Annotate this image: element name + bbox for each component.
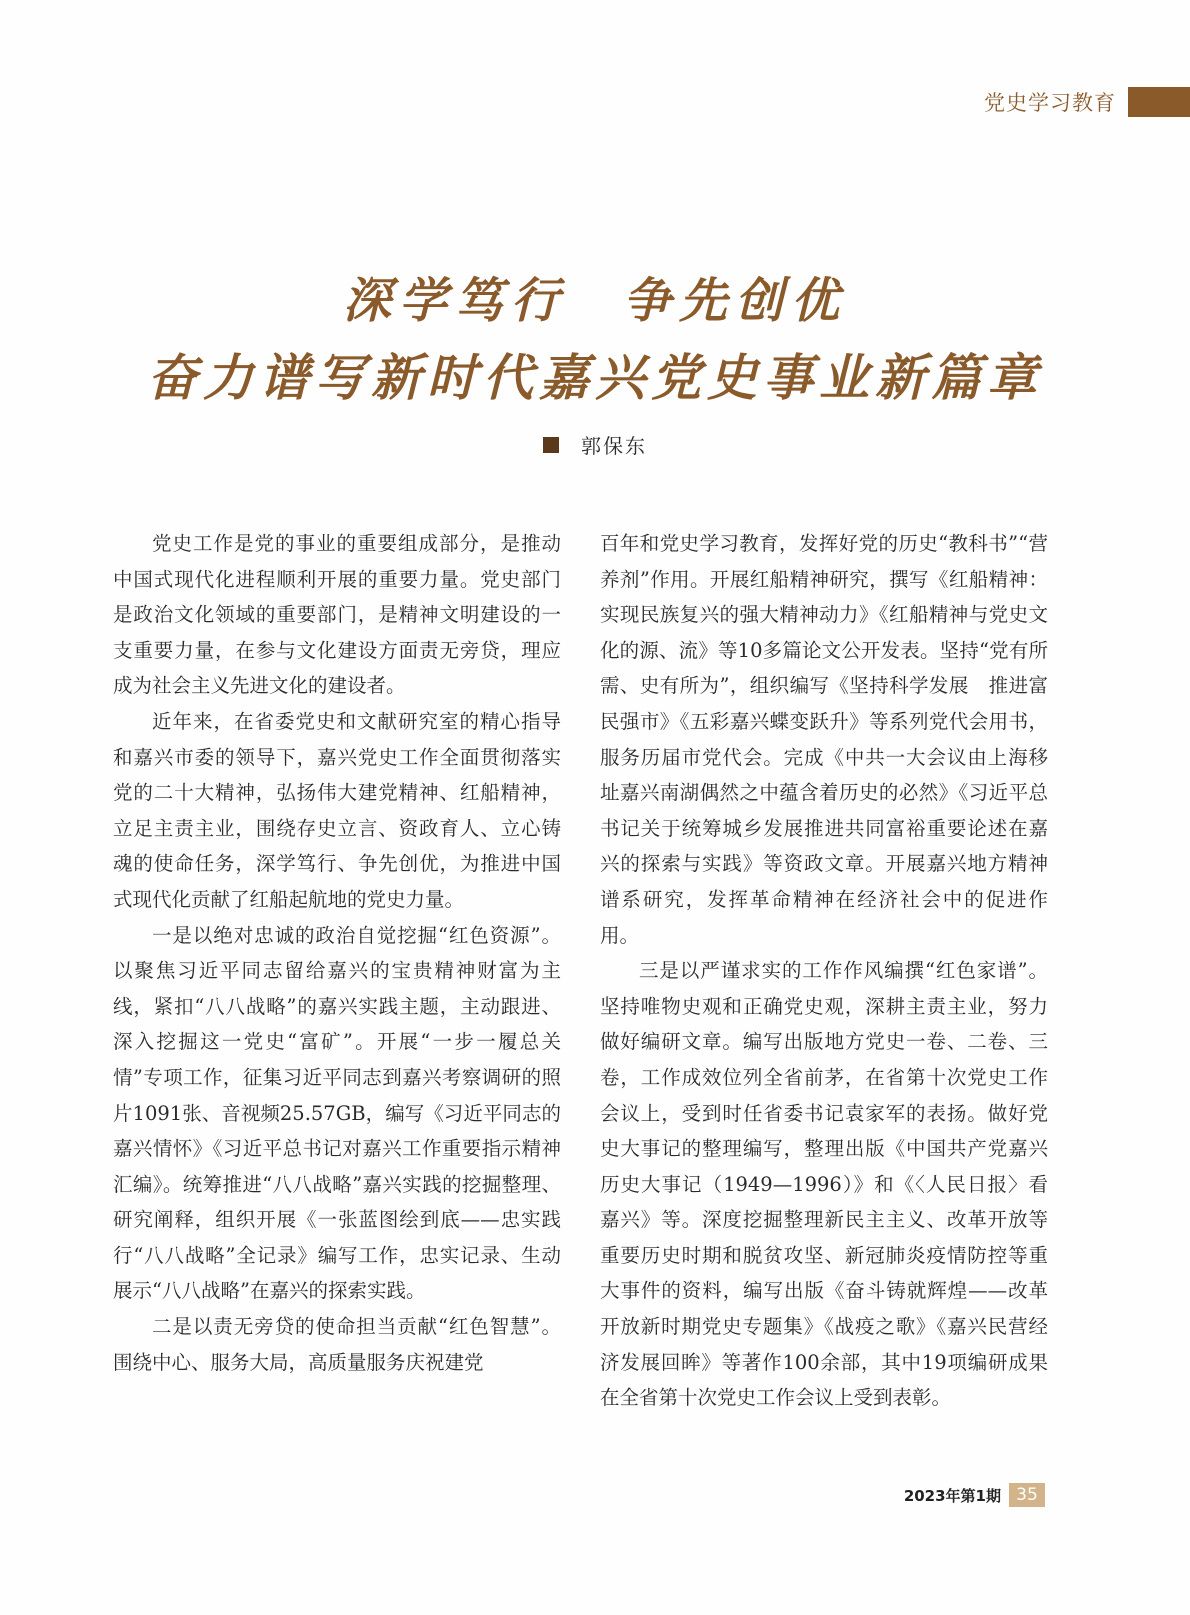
issue-label: 2023年第1期 bbox=[903, 1486, 1001, 1505]
article-title-line1: 深学笃行 争先创优 bbox=[342, 273, 847, 329]
section-header bbox=[984, 84, 1190, 120]
paragraph: 一是以绝对忠诚的政治自觉挖掘“红色资源”。以聚焦习近平同志留给嘉兴的宝贵精神财富为主线，紧扣“八八战略”的嘉兴实践主题，主动跟进、深入挖掘这一党史“富矿”。开展“一步一履总关情”专项工作，征集习近平同志到嘉兴考察调研的照片1091张、音视频25.57GB，编写《习近平同志的嘉兴情怀》《习近平总书记对嘉兴工作重要指示精神汇编》。统筹推进“八八战略”嘉兴实践的挖掘整理、研究阐释，组织开展《一张蓝图绘到底——忠实践行“八八战略”全记录》编写工作，忠实记录、生动展示“八八战略”在嘉兴的探索实践。 bbox=[113, 923, 561, 1303]
page-number: 35 bbox=[1009, 1483, 1045, 1507]
article-title-line2: 奋力谱写新时代嘉兴党史事业新篇章 bbox=[147, 348, 1043, 407]
right-column bbox=[600, 526, 1048, 1416]
paragraph-continuation: 百年和党史学习教育，发挥好党的历史“教科书”“营养剂”作用。开展红船精神研究，撰写《红船精神：实现民族复兴的强大精神动力》《红船精神与党史文化的源、流》等10多篇论文公开发表。坚持“党有所需、史有所为”，组织编写《坚持科学发展 推进富民强市》《五彩嘉兴蝶变跃升》等系列党代会用书，服务历届市党代会。完成《中共一大会议由上海移址嘉兴南湖偶然之中蕴含着历史的必然》《习近平总书记关于统筹城乡发展推进共同富裕重要论述在嘉兴的探索与实践》等资政文章。开展嘉兴地方精神谱系研究，发挥革命精神在经济社会中的促进作用。 bbox=[600, 532, 1048, 947]
byline-square-icon bbox=[543, 437, 559, 453]
section-label: 党史学习教育 bbox=[984, 91, 1116, 115]
paragraph: 近年来，在省委党史和文献研究室的精心指导和嘉兴市委的领导下，嘉兴党史工作全面贯彻落实党的二十大精神，弘扬伟大建党精神、红船精神，立足主责主业，围绕存史立言、资政育人、立心铸魂的使命任务，深学笃行、争先创优，为推进中国式现代化贡献了红船起航地的党史力量。 bbox=[113, 709, 561, 911]
paragraph: 二是以责无旁贷的使命担当贡献“红色智慧”。围绕中心、服务大局，高质量服务庆祝建党 bbox=[113, 1315, 561, 1374]
author-name: 郭保东 bbox=[581, 434, 647, 458]
paragraph: 三是以严谨求实的工作作风编撰“红色家谱”。坚持唯物史观和正确党史观，深耕主责主业，努力做好编研文章。编写出版地方党史一卷、二卷、三卷，工作成效位列全省前茅，在省第十次党史工作会议上，受到时任省委书记袁家军的表扬。做好党史大事记的整理编写，整理出版《中国共产党嘉兴历史大事记（1949—1996）》和《〈人民日报〉看嘉兴》等。深度挖掘整理新民主主义、改革开放等重要历史时期和脱贫攻坚、新冠肺炎疫情防控等重大事件的资料，编写出版《奋斗铸就辉煌——改革开放新时期党史专题集》《战疫之歌》《嘉兴民营经济发展回眸》等著作100余部，其中19项编研成果在全省第十次党史工作会议上受到表彰。 bbox=[600, 959, 1048, 1410]
page-footer bbox=[904, 1480, 1045, 1510]
byline bbox=[0, 430, 1190, 459]
left-column bbox=[113, 526, 561, 1380]
paragraph: 党史工作是党的事业的重要组成部分，是推动中国式现代化进程顺利开展的重要力量。党史部门是政治文化领域的重要部门，是精神文明建设的一支重要力量，在参与文化建设方面责无旁贷，理应成为社会主义先进文化的建设者。 bbox=[113, 532, 561, 698]
section-color-bar bbox=[1128, 87, 1190, 117]
